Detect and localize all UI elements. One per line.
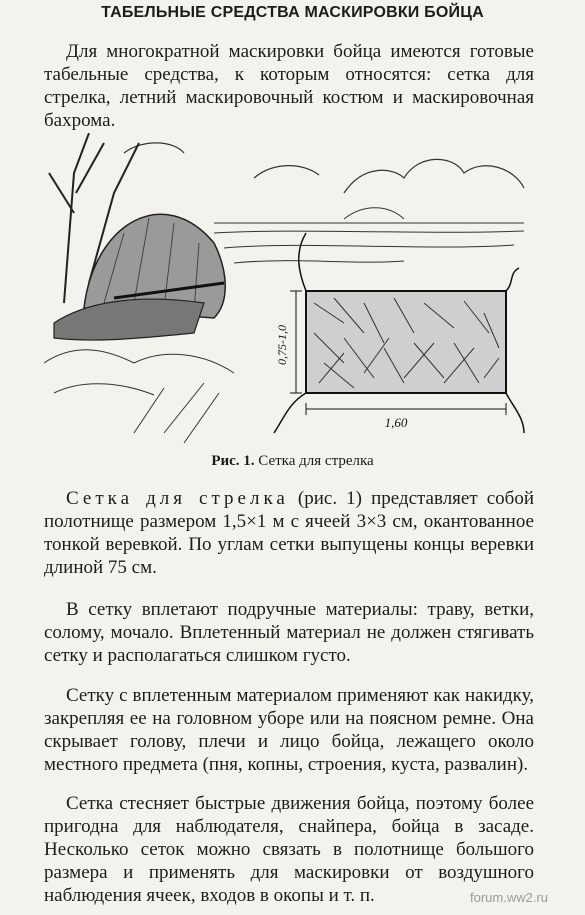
figure-caption xyxy=(0,453,585,470)
dimension-horizontal-label: 1,60 xyxy=(384,415,408,430)
paragraph-1 xyxy=(44,487,534,579)
caption-text: Сетка для стрелка xyxy=(258,453,374,469)
watermark: forum.ww2.ru xyxy=(470,890,549,905)
paragraph-2: В сетку вплетают подручные материалы: траву, ветки, солому, мочало. Вплетенный материал не должен стягивать сетку и располагаться слишком густо. xyxy=(44,599,534,666)
caption-label: Рис. 1. xyxy=(211,453,255,469)
paragraph-4: Сетка стесняет быстрые движения бойца, поэтому более пригодна для наблюдателя, снайпера, бойца в засаде. Несколько сеток можно связать в полотнище большого размера и применять для маскировки от воздушного наблюдения ячеек, входов в окопы и т. п. xyxy=(44,793,534,906)
term-net-for-shooter: Сетка для стрелка xyxy=(66,488,289,509)
paragraph-3: Сетку с вплетенным материалом применяют как накидку, закрепляя ее на головном уборе или на поясном ремне. Она скрывает голову, плечи и лицо бойца, лежащего около местного предмета (пня, копны, строения, куста, развалин). xyxy=(44,685,534,775)
intro-paragraph: Для многократной маскировки бойца имеются готовые табельные средства, к которым относятся: сетка для стрелка, летний маскировочный костюм и маскировочная бахрома. xyxy=(44,41,534,131)
bushes-illustration xyxy=(44,350,234,443)
paragraph-1-text: (рис. 1) представляет собой полотнище размером 1,5×1 м с ячеей 3×3 см, окантованное тонкой веревкой. По углам сетки выпущены концы веревки длиной 75 см. xyxy=(44,488,535,578)
camouflage-net-diagram xyxy=(274,233,524,433)
dimension-vertical-label: 0,75-1,0 xyxy=(275,325,289,365)
landscape-illustration xyxy=(214,208,524,263)
page-title: ТАБЕЛЬНЫЕ СРЕДСТВА МАСКИРОВКИ БОЙЦА xyxy=(101,4,484,21)
figure-illustration xyxy=(44,133,534,453)
clouds-illustration xyxy=(124,143,524,193)
